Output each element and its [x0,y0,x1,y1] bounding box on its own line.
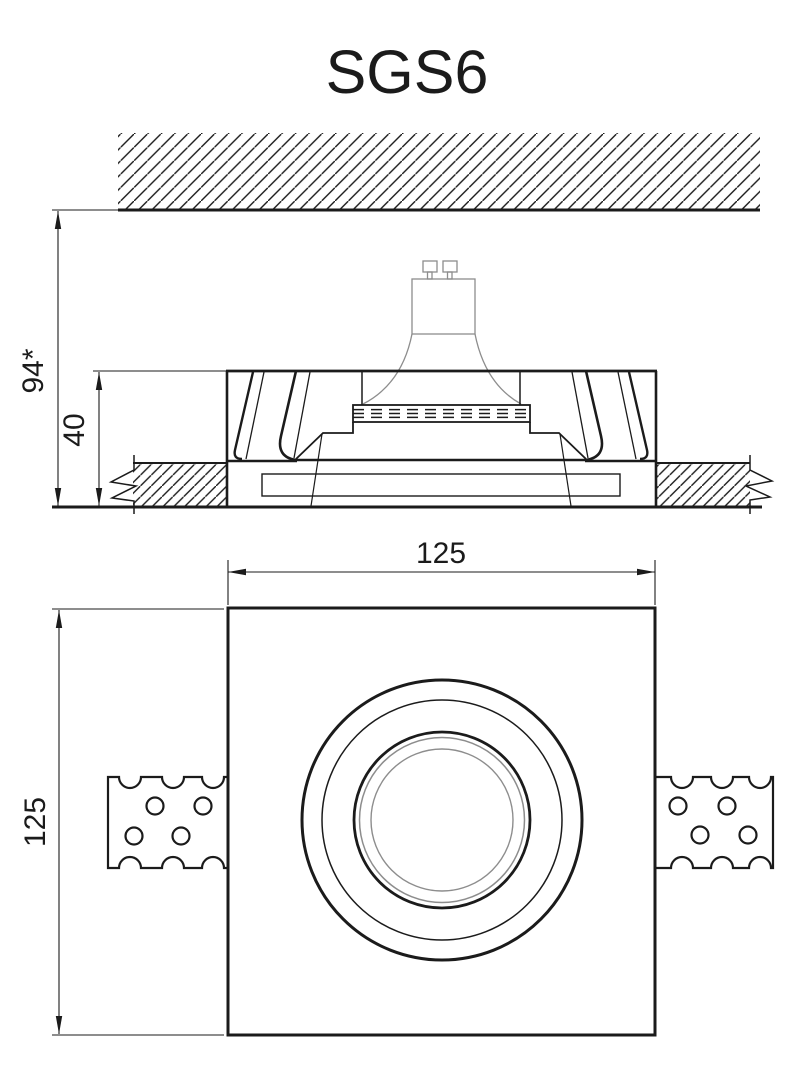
dim-label-recess-height: 40 [58,413,91,447]
tab-hole [692,827,709,844]
dimension-overall-height [17,211,61,506]
break-line-right [746,455,772,514]
tab-hole [126,828,143,845]
arrowhead-icon [96,488,102,506]
tab-hole [719,798,736,815]
lamp-pin-cap [443,261,457,272]
lamp-face-circle [360,738,525,903]
drawing-title: SGS6 [325,38,489,106]
plasterboard-section [111,455,772,514]
dimension-plate-height [19,609,224,1035]
arrowhead-icon [56,1016,62,1034]
arrowhead-icon [96,372,102,390]
lamp-cone-right [475,334,521,404]
tab-hole [147,798,164,815]
lamp-cone-left [363,334,412,404]
arrowhead-icon [55,488,61,506]
dimension-plate-width [228,537,655,605]
arrowhead-icon [228,569,246,575]
lamp-pin-stem [428,272,433,279]
mounting-tab-right [655,777,773,868]
lamp-bulb [363,261,521,404]
tab-hole [173,828,190,845]
trim-circles [302,680,582,960]
lamp-holder-band [353,405,530,422]
arrowhead-icon [55,211,61,229]
front-section-view [17,133,772,514]
bottom-plan-view [19,537,773,1035]
tab-hole [195,798,212,815]
tab-hole [670,798,687,815]
lamp-face-circle [371,749,513,891]
break-line-left [111,455,136,514]
lamp-base-body [412,279,475,334]
dim-label-overall-height: 94* [17,348,50,394]
dim-label-plate-width: 125 [415,537,467,570]
tab-hole [740,827,757,844]
arrowhead-icon [56,610,62,628]
arrowhead-icon [637,569,655,575]
lamp-pin-cap [423,261,437,272]
mounting-tab-left [108,777,228,868]
dim-label-plate-height: 125 [19,796,52,848]
ceiling-slab-hatch [52,133,760,210]
square-trim-plate [228,608,655,1035]
lamp-pin-stem [448,272,453,279]
